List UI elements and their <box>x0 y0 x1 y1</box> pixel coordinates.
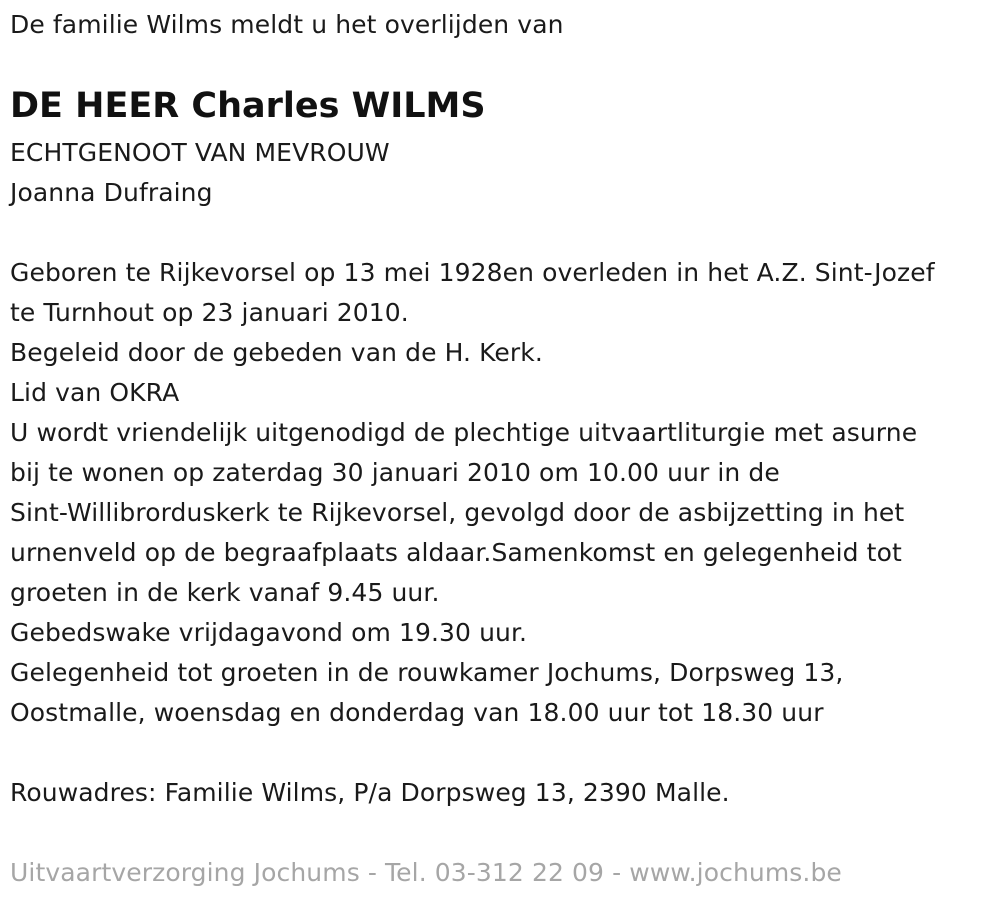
body-line: Sint-Willibrorduskerk te Rijkevorsel, gevolgd door de asbijzetting in het <box>10 498 905 527</box>
body-line: U wordt vriendelijk uitgenodigd de plechtige uitvaartliturgie met asurne <box>10 418 918 447</box>
body-line: Begeleid door de gebeden van de H. Kerk. <box>10 338 543 367</box>
mourning-address: Rouwadres: Familie Wilms, P/a Dorpsweg 13, 2390 Malle. <box>10 778 730 807</box>
body-line: te Turnhout op 23 januari 2010. <box>10 298 409 327</box>
spouse-title: ECHTGENOOT VAN MEVROUW <box>10 138 390 167</box>
spouse-name: Joanna Dufraing <box>10 178 213 207</box>
funeral-home-footer: Uitvaartverzorging Jochums - Tel. 03-312 22 09 - www.jochums.be <box>10 858 842 887</box>
body-line: groeten in de kerk vanaf 9.45 uur. <box>10 578 440 607</box>
deceased-name: DE HEER Charles WILMS <box>10 86 486 126</box>
body-line: urnenveld op de begraafplaats aldaar.Samenkomst en gelegenheid tot <box>10 538 902 567</box>
body-line: Geboren te Rijkevorsel op 13 mei 1928en overleden in het A.Z. Sint-Jozef <box>10 258 935 287</box>
intro-text: De familie Wilms meldt u het overlijden van <box>10 10 564 39</box>
body-line: Oostmalle, woensdag en donderdag van 18.00 uur tot 18.30 uur <box>10 698 824 727</box>
body-line: Gebedswake vrijdagavond om 19.30 uur. <box>10 618 528 647</box>
body-line: Gelegenheid tot groeten in de rouwkamer Jochums, Dorpsweg 13, <box>10 658 844 687</box>
body-line: Lid van OKRA <box>10 378 180 407</box>
body-line: bij te wonen op zaterdag 30 januari 2010 om 10.00 uur in de <box>10 458 780 487</box>
notice-body <box>10 253 935 733</box>
spouse-block <box>10 133 390 213</box>
